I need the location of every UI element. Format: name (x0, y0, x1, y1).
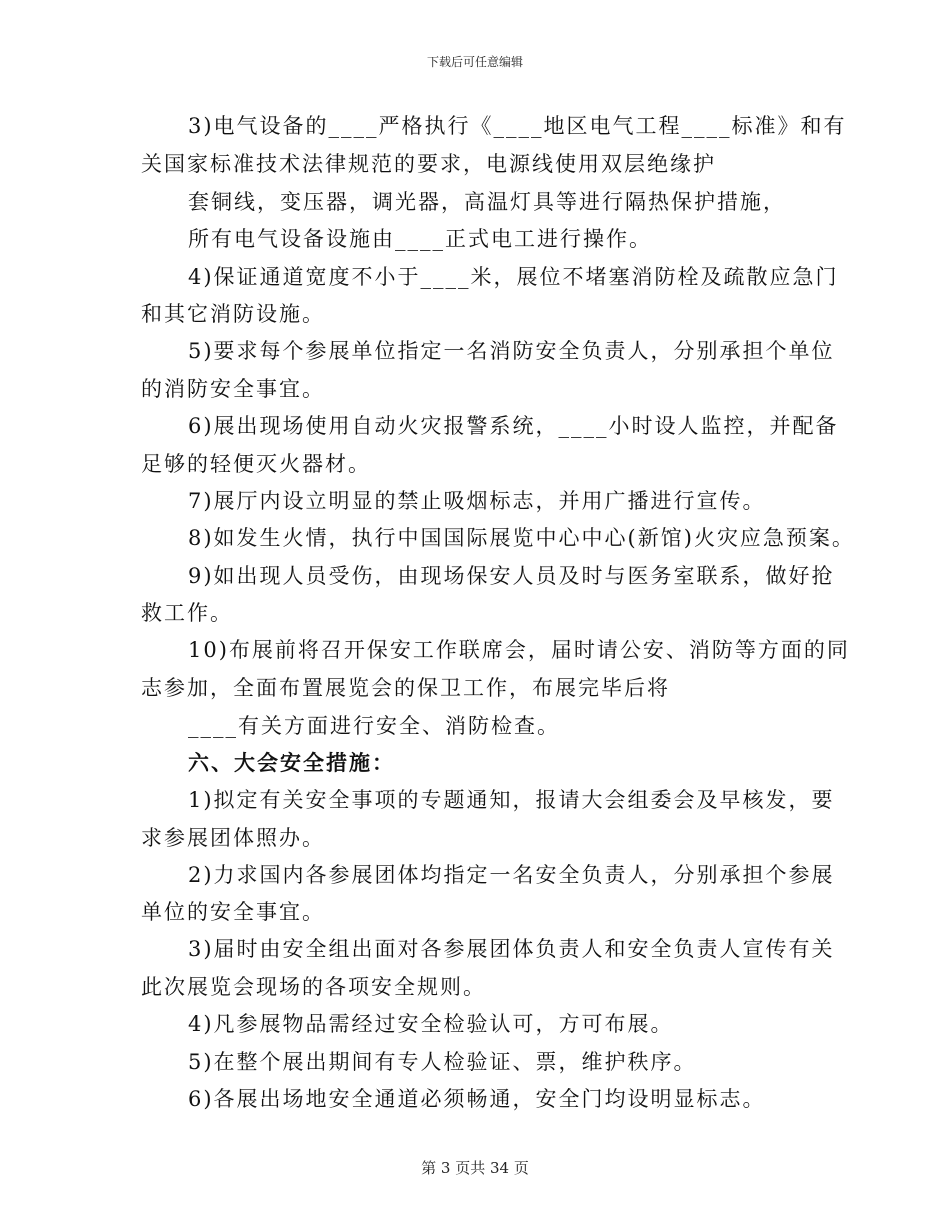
paragraph-line: 此次展览会现场的各项安全规则。 (141, 975, 486, 999)
paragraph-line: 7)展厅内设立明显的禁止吸烟标志，并用广播进行宣传。 (188, 489, 766, 513)
paragraph-line: 5)要求每个参展单位指定一名消防安全负责人，分别承担个单位 (188, 339, 835, 363)
paragraph-line: 所有电气设备设施由____正式电工进行操作。 (188, 227, 652, 251)
paragraph-line: ____有关方面进行安全、消防检查。 (188, 714, 560, 738)
paragraph-line: 救工作。 (141, 601, 233, 625)
paragraph-line: 单位的安全事宜。 (141, 900, 325, 924)
paragraph-line: 9)如出现人员受伤，由现场保安人员及时与医务室联系，做好抢 (188, 564, 835, 588)
paragraph-line: 8)如发生火情，执行中国国际展览中心中心(新馆)火灾应急预案。 (188, 526, 855, 550)
paragraph-line: 6)各展出场地安全通道必须畅通，安全门均设明显标志。 (188, 1087, 766, 1111)
paragraph-line: 求参展团体照办。 (141, 826, 325, 850)
paragraph-line: 套铜线，变压器，调光器，高温灯具等进行隔热保护措施， (188, 190, 786, 214)
paragraph-line: 志参加，全面布置展览会的保卫工作，布展完毕后将 (141, 676, 670, 700)
paragraph-line: 5)在整个展出期间有专人检验证、票，维护秩序。 (188, 1050, 697, 1074)
paragraph-line: 2)力求国内各参展团体均指定一名安全负责人，分别承担个参展 (188, 863, 835, 887)
paragraph-line: 6)展出现场使用自动火灾报警系统，____小时设人监控，并配备 (188, 414, 839, 438)
paragraph-line: 足够的轻便灭火器材。 (141, 452, 371, 476)
paragraph-line: 3)届时由安全组出面对各参展团体负责人和安全负责人宣传有关 (188, 937, 835, 961)
section-heading: 六、大会安全措施： (188, 751, 395, 775)
paragraph-line: 1)拟定有关安全事项的专题通知，报请大会组委会及早核发，要 (188, 788, 835, 812)
page-header: 下载后可任意编辑 (426, 55, 523, 69)
paragraph-line: 和其它消防设施。 (141, 302, 325, 326)
paragraph-line: 的消防安全事宜。 (141, 377, 325, 401)
paragraph-line: 10)布展前将召开保安工作联席会，届时请公安、消防等方面的同 (188, 638, 850, 662)
paragraph-line: 4)保证通道宽度不小于____米，展位不堵塞消防栓及疏散应急门 (188, 265, 839, 289)
paragraph-line: 关国家标准技术法律规范的要求，电源线使用双层绝缘护 (141, 152, 716, 176)
paragraph-line: 4)凡参展物品需经过安全检验认可，方可布展。 (188, 1012, 674, 1036)
page-footer: 第 3 页共 34 页 (421, 1159, 529, 1177)
paragraph-line: 3)电气设备的____严格执行《____地区电气工程____标准》和有 (188, 114, 847, 138)
